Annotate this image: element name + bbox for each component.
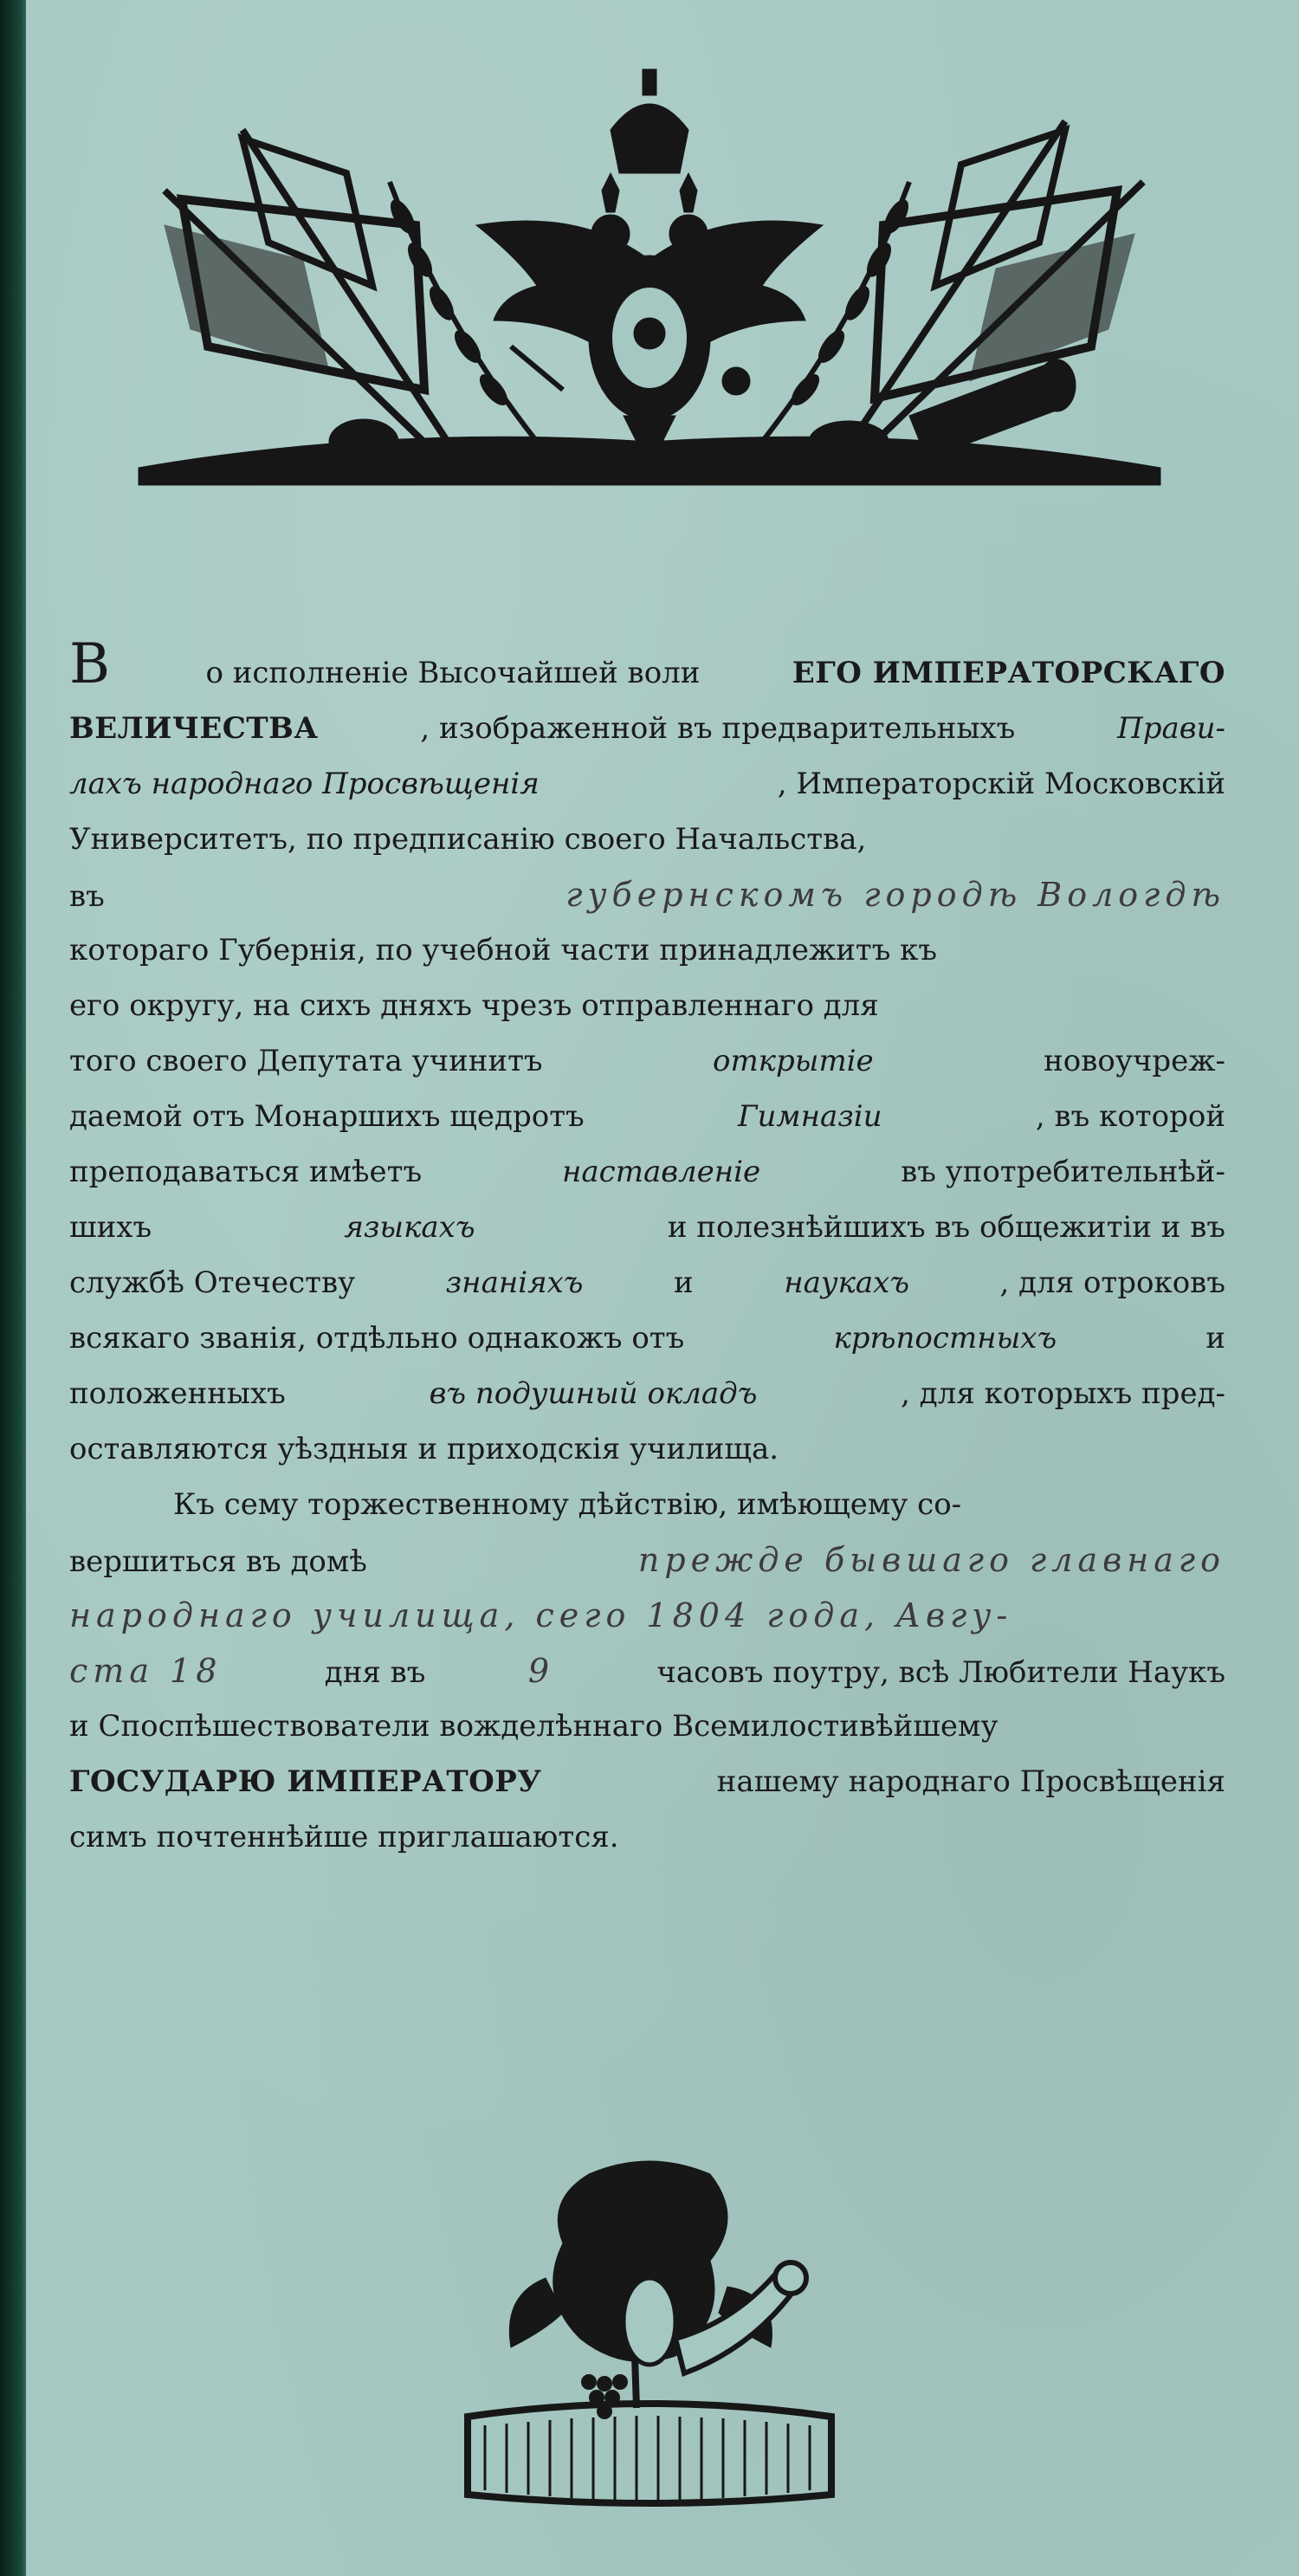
text-line [69,1532,1225,1588]
text-line [69,922,1225,978]
text-line [69,1255,1225,1311]
text-line [69,1421,1225,1477]
handwritten-insert: 9 [527,1652,555,1690]
text-line [69,1699,1225,1754]
printed-text: въ употребительнѣй- [901,1155,1225,1189]
italic-term: языкахъ [344,1210,475,1245]
printed-text: всякаго званія, отдѣльно однакожъ отъ [69,1321,685,1356]
handwritten-insert: губернскомъ городѣ Вологдѣ [565,876,1225,914]
handwritten-insert: ста 18 [69,1652,223,1690]
italic-term: наставленіе [562,1155,761,1189]
text-line [69,1089,1225,1144]
printed-text: , Императорскій Московскій [777,767,1225,801]
printed-text: даемой отъ Монаршихъ щедротъ [69,1099,585,1134]
italic-term: крѣпостныхъ [833,1321,1057,1356]
text-line [69,1200,1225,1255]
document-page [26,0,1299,2576]
printed-text: нашему народнаго Просвѣщенія [716,1764,1225,1799]
printed-text: того своего Депутата учинитъ [69,1044,543,1078]
printed-text: его округу, на сихъ дняхъ чрезъ отправленнаго для [69,988,879,1023]
handwritten-insert: прежде бывшаго главнаго [637,1541,1225,1579]
printed-text: и [674,1265,694,1300]
text-line [69,1311,1225,1366]
text-line [69,978,1225,1033]
printed-text: , для которыхъ пред- [901,1376,1225,1411]
text-line [69,1643,1225,1699]
text-line [69,1033,1225,1089]
printed-text: преподаваться имѣетъ [69,1155,423,1189]
italic-term: открытіе [712,1044,874,1078]
printed-text: новоучреж- [1044,1044,1225,1078]
printed-text: , въ которой [1035,1099,1225,1134]
printed-text: котораго Губернія, по учебной части принадлежитъ къ [69,933,938,968]
text-line [69,867,1225,922]
text-line [69,632,1225,701]
printed-text: вершиться въ домѣ [69,1544,367,1579]
printed-text: , для отроковъ [999,1265,1225,1300]
handwritten-insert: народнаго училища, сего 1804 года, Авгу- [69,1596,1013,1634]
text-line [69,1144,1225,1200]
printed-text: о исполненіе Высочайшей воли [205,656,701,690]
text-line [69,1366,1225,1421]
italic-term: знаніяхъ [445,1265,584,1300]
floral-tailpiece [450,2148,849,2512]
printed-text: симъ почтеннѣйше приглашаются. [69,1820,619,1854]
text-line [69,1477,1225,1532]
imperial-eagle-headpiece [130,61,1169,511]
invitation-text [69,632,1225,1865]
text-line [69,1588,1225,1643]
printed-text: службѣ Отечеству [69,1265,356,1300]
italic-term: наукахъ [784,1265,910,1300]
printed-text: и полезнѣйшихъ въ общежитіи и въ [667,1210,1225,1245]
printed-text: , изображенной въ предварительныхъ [420,711,1016,746]
printed-text: часовъ поутру, всѣ Любители Наукъ [656,1655,1225,1690]
capitalized-title: ВЕЛИЧЕСТВА [69,711,319,746]
italic-term: Прави- [1117,711,1225,746]
printed-text: Къ сему торжественному дѣйствію, имѣющему со- [173,1487,962,1522]
printed-text: Университетъ, по предписанію своего Начальства, [69,822,867,857]
text-line [69,1754,1225,1809]
text-line [69,1809,1225,1865]
printed-text: положенныхъ [69,1376,286,1411]
drop-capital: В [69,632,111,696]
text-line [69,756,1225,812]
printed-text: и [1205,1321,1225,1356]
italic-term: Гимназіи [737,1099,882,1134]
italic-term: лахъ народнаго Просвѣщенія [69,767,540,801]
capitalized-title: ЕГО ИМПЕРАТОРСКАГО [792,656,1225,690]
italic-term: въ подушный окладъ [429,1376,758,1411]
text-line [69,701,1225,756]
printed-text: и Споспѣшествователи вожделѣннаго Всемилостивѣйшему [69,1709,998,1744]
text-line [69,812,1225,867]
capitalized-title: ГОСУДАРЮ ИМПЕРАТОРУ [69,1764,542,1799]
printed-text: оставляются уѣздныя и приходскія училища. [69,1432,779,1466]
printed-text: дня въ [324,1655,426,1690]
printed-text: шихъ [69,1210,152,1245]
printed-text: въ [69,879,105,914]
